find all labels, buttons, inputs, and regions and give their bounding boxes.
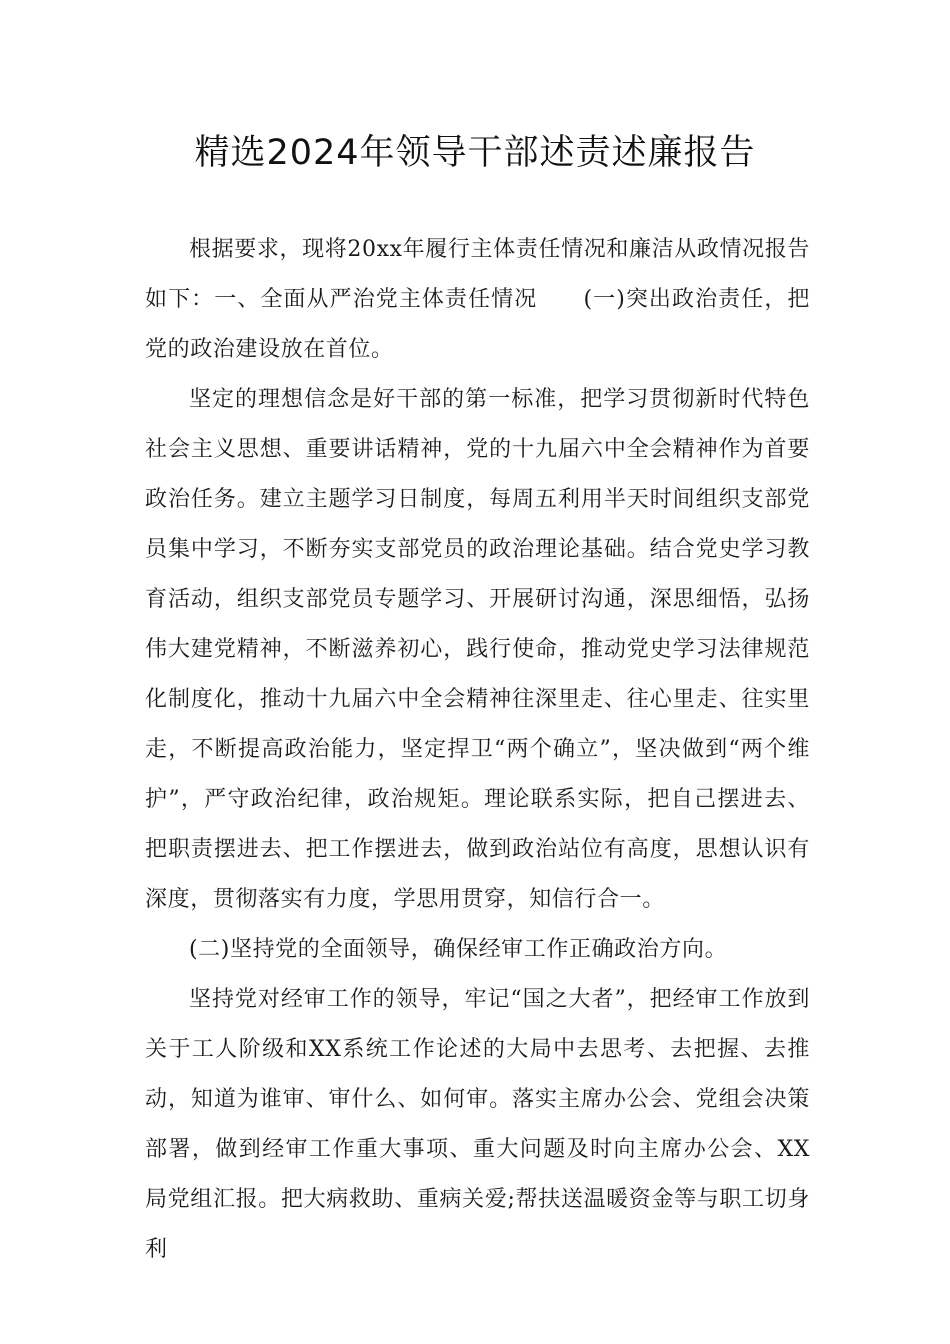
paragraph-section-heading-2: (二)坚持党的全面领导，确保经审工作正确政治方向。 — [189, 937, 728, 962]
document-body — [145, 225, 810, 1275]
paragraph-audit-leadership: 坚持党对经审工作的领导，牢记“国之大者”，把经审工作放到关于工人阶级和XX系统工作论述的大局中去思考、去把握、去推动，知道为谁审、审什么、如何审。落实主席办公会、党组会决策部署，做到经审工作重大事项、重大问题及时向主席办公会、XX局党组汇报。把大病救助、重病关爱;帮扶送温暖资金等与职工切身利 — [145, 987, 810, 1262]
document-title: 精选2024年领导干部述责述廉报告 — [194, 133, 756, 173]
paragraph-political-building: 坚定的理想信念是好干部的第一标准，把学习贯彻新时代特色社会主义思想、重要讲话精神，党的十九届六中全会精神作为首要政治任务。建立主题学习日制度，每周五利用半天时间组织支部党员集中学习，不断夯实支部党员的政治理论基础。结合党史学习教育活动，组织支部党员专题学习、开展研讨沟通，深思细悟，弘扬伟大建党精神，不断滋养初心，践行使命，推动党史学习法律规范化制度化，推动十九届六中全会精神往深里走、往心里走、往实里走，不断提高政治能力，坚定捍卫“两个确立”，坚决做到“两个维护”，严守政治纪律，政治规矩。理论联系实际，把自己摆进去、把职责摆进去、把工作摆进去，做到政治站位有高度，思想认识有深度，贯彻落实有力度，学思用贯穿，知信行合一。 — [145, 387, 810, 912]
paragraph-intro: 根据要求，现将20xx年履行主体责任情况和廉洁从政情况报告如下：一、全面从严治党主体责任情况 (一)突出政治责任，把党的政治建设放在首位。 — [145, 237, 810, 362]
